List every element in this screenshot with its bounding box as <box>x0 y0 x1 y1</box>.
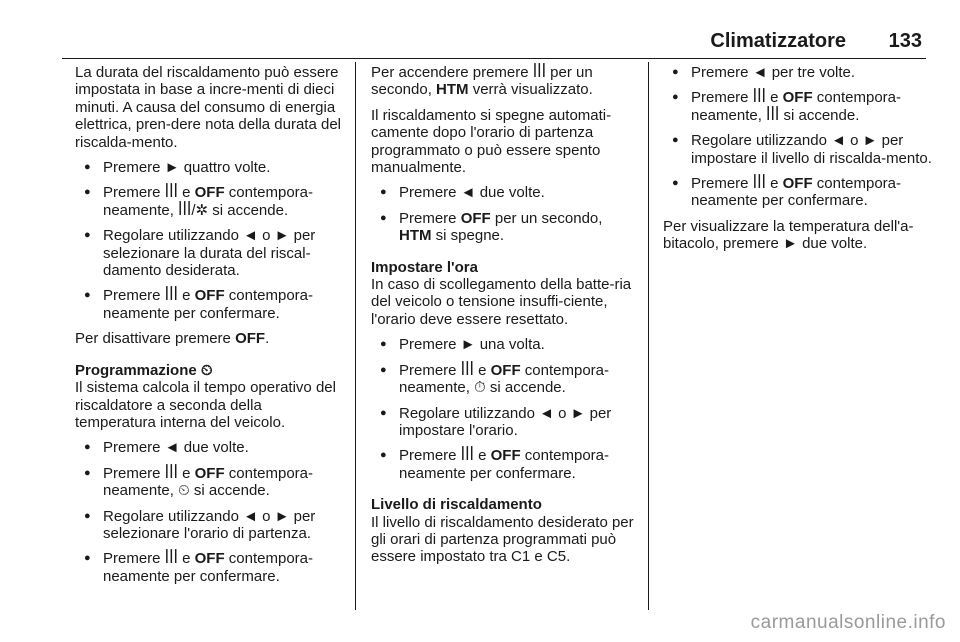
paragraph: Il riscaldamento si spegne automati-camente dopo l'orario di partenza programmato o può essere spento manualmente. <box>371 106 612 177</box>
list-item: ● Premere OFF per un secondo, HTM si spegne. <box>371 210 636 245</box>
list-item: ● Regolare utilizzando ◄ o ► per impostare l'orario. <box>371 405 636 440</box>
list-item: ● Premere ꟾꟾꟾ e OFF contempora-neamente, ꟾꟾꟾ si accende. <box>663 89 933 124</box>
list-item: ● Premere ◄ due volte. <box>371 184 636 201</box>
list-item: ● Premere ► quattro volte. <box>75 159 345 176</box>
list-item: ● Premere ꟾꟾꟾ e OFF contempora-neamente, ⏲ si accende. <box>75 465 345 500</box>
column-divider <box>355 62 356 610</box>
page-title: Climatizzatore <box>710 30 846 52</box>
list-item: ● Premere ꟾꟾꟾ e OFF contempora-neamente per confermare. <box>371 447 636 482</box>
list-item: ● Premere ꟾꟾꟾ e OFF contempora-neamente, ⏱ si accende. <box>371 362 636 397</box>
list-item: ● Premere ◄ per tre volte. <box>663 64 933 81</box>
paragraph: Il sistema calcola il tempo operativo del riscaldatore a seconda della temperatura interna del veicolo. <box>75 379 336 431</box>
column-middle <box>371 64 636 574</box>
list-item: ● Premere ꟾꟾꟾ e OFF contempora-neamente per confermare. <box>75 550 345 585</box>
page-header <box>62 24 926 59</box>
paragraph: Per visualizzare la temperatura dell'a-bitacolo, premere ► due volte. <box>663 217 914 253</box>
watermark: carmanualsonline.info <box>750 612 946 633</box>
section-heading: Impostare l'ora <box>371 258 478 276</box>
column-divider <box>648 62 649 610</box>
paragraph: Per disattivare premere OFF. <box>75 330 270 348</box>
paragraph: In caso di scollegamento della batte-ria del veicolo o tensione insuffi-ciente, l'orario deve essere resettato. <box>371 276 632 328</box>
paragraph: La durata del riscaldamento può essere impostata in base a incre-menti di dieci minuti. A causa del consumo di energia elettrica, pren-dere nota della durata del riscalda-mento. <box>75 64 342 151</box>
paragraph: Per accendere premere ꟾꟾꟾ per un secondo, HTM verrà visualizzato. <box>371 64 593 99</box>
steps-list <box>75 159 345 322</box>
list-item: ● Premere ꟾꟾꟾ e OFF contempora-neamente per confermare. <box>663 175 933 210</box>
list-item: ● Regolare utilizzando ◄ o ► per selezionare la durata del riscal-damento desiderata. <box>75 227 345 279</box>
steps-list <box>663 64 933 210</box>
section-heading: Livello di riscaldamento <box>371 496 542 514</box>
paragraph: Il livello di riscaldamento desiderato per gli orari di partenza programmati può essere impostato tra C1 e C5. <box>371 513 634 566</box>
steps-list <box>371 336 636 482</box>
column-left <box>75 64 345 593</box>
list-item: ● Premere ► una volta. <box>371 336 636 353</box>
list-item: ● Regolare utilizzando ◄ o ► per selezionare l'orario di partenza. <box>75 508 345 543</box>
list-item: ● Premere ꟾꟾꟾ e OFF contempora-neamente per confermare. <box>75 287 345 322</box>
list-item: ● Premere ◄ due volte. <box>75 439 345 456</box>
page-number: 133 <box>888 30 922 52</box>
section-heading: Programmazione ⏲ <box>75 361 213 379</box>
column-right <box>663 64 933 261</box>
list-item: ● Regolare utilizzando ◄ o ► per impostare il livello di riscalda-mento. <box>663 132 933 167</box>
steps-list <box>75 439 345 585</box>
list-item: ● Premere ꟾꟾꟾ e OFF contempora-neamente, ꟾꟾꟾ/✲ si accende. <box>75 184 345 219</box>
steps-list <box>371 184 636 244</box>
